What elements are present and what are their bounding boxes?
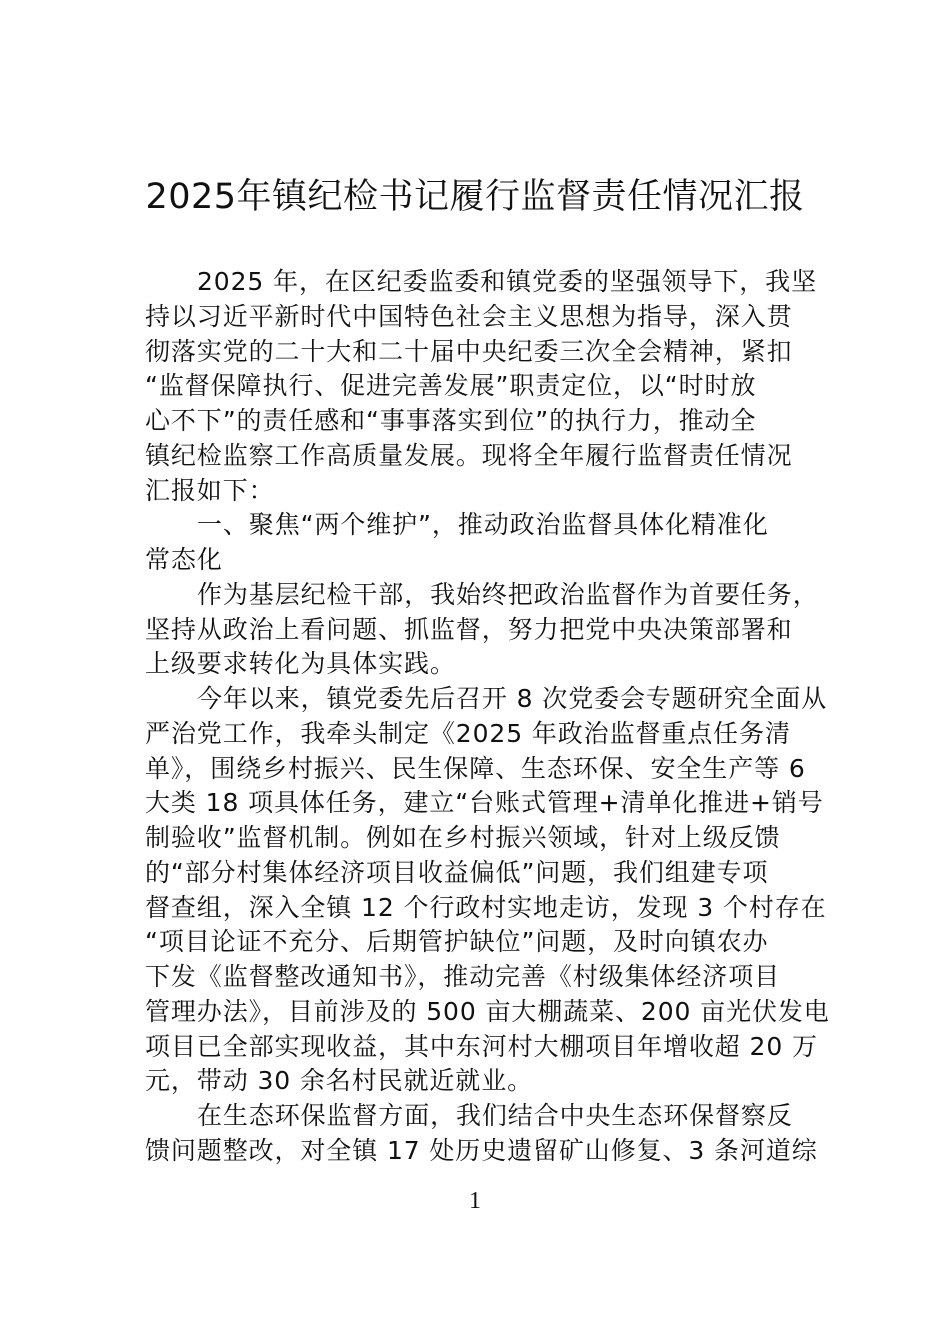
text-line: 单》，围绕乡村振兴、民生保障、生态环保、安全生产等 6 bbox=[145, 753, 806, 783]
text-line: 项目已全部实现收益，其中东河村大棚项目年增收超 20 万 bbox=[145, 1031, 818, 1061]
text-line: 管理办法》，目前涉及的 500 亩大棚蔬菜、200 亩光伏发电 bbox=[145, 996, 830, 1026]
text-line: 汇报如下： bbox=[145, 475, 275, 505]
text-line: 的“部分村集体经济项目收益偏低”问题，我们组建专项 bbox=[145, 857, 769, 887]
text-line: 作为基层纪检干部，我始终把政治监督作为首要任务， bbox=[197, 579, 819, 609]
text-line: 镇纪检监察工作高质量发展。现将全年履行监督责任情况 bbox=[145, 440, 793, 470]
text-line: 一、聚焦“两个维护”，推动政治监督具体化精准化 bbox=[197, 510, 769, 540]
text-line: 心不下”的责任感和“事事落实到位”的执行力，推动全 bbox=[145, 406, 757, 435]
text-line: “项目论证不充分、后期管护缺位”问题，及时向镇农办 bbox=[145, 927, 769, 957]
text-line: 2025 年，在区纪委监委和镇党委的坚强领导下，我坚 bbox=[197, 267, 817, 296]
text-line: 下发《监督整改通知书》，推动完善《村级集体经济项目 bbox=[145, 962, 781, 991]
text-line: 坚持从政治上看问题、抓监督，努力把党中央决策部署和 bbox=[145, 614, 793, 644]
text-line: 今年以来，镇党委先后召开 8 次党委会专题研究全面从 bbox=[197, 684, 828, 713]
text-line: 上级要求转化为具体实践。 bbox=[145, 649, 456, 679]
text-line: 元，带动 30 余名村民就近就业。 bbox=[145, 1066, 534, 1096]
text-line: 大类 18 项具体任务，建立“台账式管理+清单化推进+销号 bbox=[145, 788, 824, 818]
text-line: 制验收”监督机制。例如在乡村振兴领域，针对上级反馈 bbox=[145, 823, 781, 852]
page-number: 1 bbox=[469, 1188, 481, 1214]
text-line: “监督保障执行、促进完善发展”职责定位，以“时时放 bbox=[145, 371, 757, 401]
text-line: 持以习近平新时代中国特色社会主义思想为指导，深入贯 bbox=[145, 301, 793, 331]
text-line: 馈问题整改，对全镇 17 处历史遗留矿山修复、3 条河道综 bbox=[145, 1135, 818, 1165]
text-line: 严治党工作，我牵头制定《2025 年政治监督重点任务清 bbox=[145, 718, 791, 748]
text-line: 督查组，深入全镇 12 个行政村实地走访，发现 3 个村存在 bbox=[145, 892, 827, 922]
text-line: 在生态环保监督方面，我们结合中央生态环保督察反 bbox=[197, 1101, 793, 1130]
document-title: 2025年镇纪检书记履行监督责任情况汇报 bbox=[145, 177, 805, 217]
text-line: 彻落实党的二十大和二十届中央纪委三次全会精神，紧扣 bbox=[145, 336, 793, 366]
text-line: 常态化 bbox=[145, 545, 223, 574]
